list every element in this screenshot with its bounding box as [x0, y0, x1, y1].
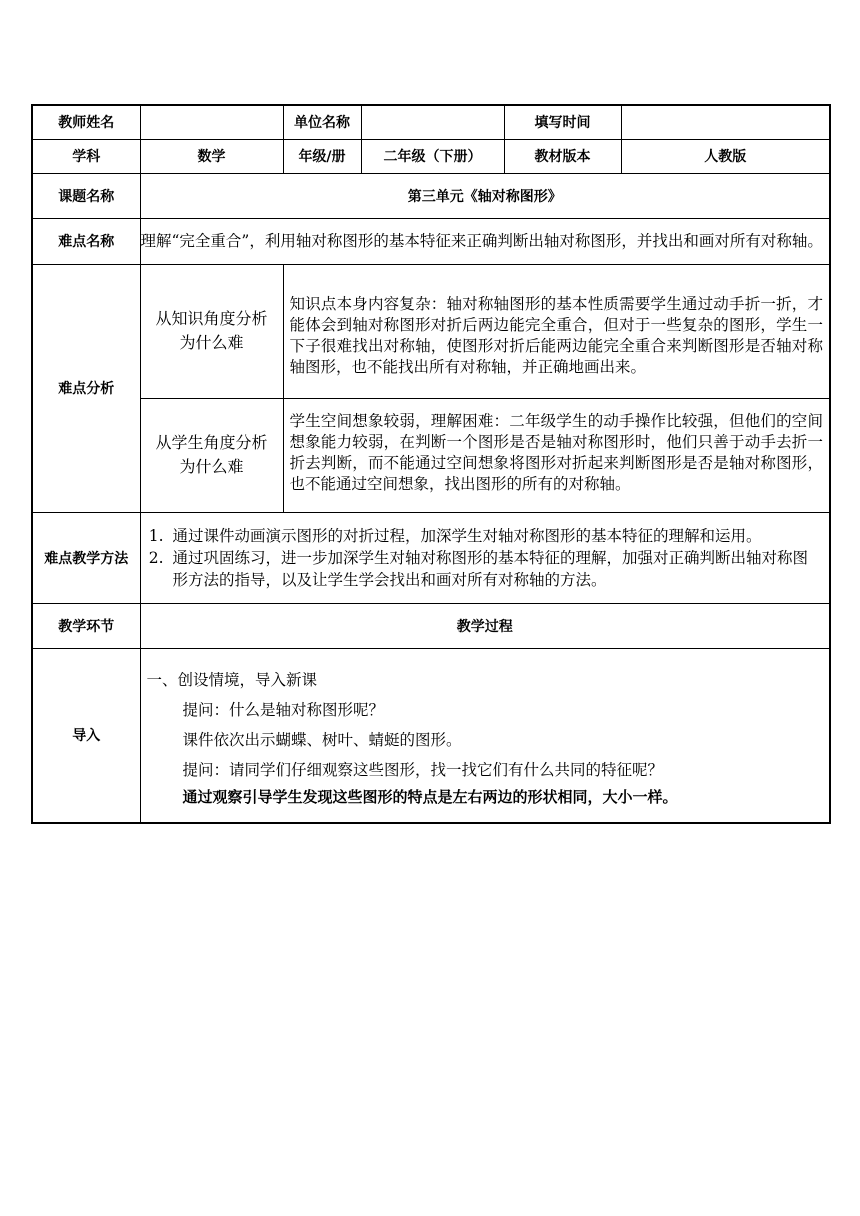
edition-value: 人教版	[621, 139, 830, 173]
topic-value: 第三单元《轴对称图形》	[140, 173, 830, 218]
student-angle-label	[140, 398, 283, 512]
analysis-label: 难点分析	[32, 264, 140, 512]
intro-row	[32, 648, 830, 823]
subject-label: 学科	[32, 139, 140, 173]
intro-guidance: 通过观察引导学生发现这些图形的特点是左右两边的形状相同，大小一样。	[182, 787, 678, 806]
analysis-student-row	[32, 398, 830, 512]
lesson-plan-page	[31, 104, 829, 824]
knowledge-angle-label-text: 从知识角度分析为什么难	[155, 309, 268, 352]
fill-date-value	[621, 105, 830, 139]
difficulty-value: 理解“完全重合”，利用轴对称图形的基本特征来正确判断出轴对称图形，并找出和画对所有对称轴。	[140, 218, 830, 264]
fill-date-label: 填写时间	[504, 105, 621, 139]
method-item-2: 2. 通过巩固练习，进一步加深学生对轴对称图形的基本特征的理解，加强对正确判断出轴对称图形方法的指导，以及让学生学会找出和画对所有对称轴的方法。	[169, 547, 824, 591]
intro-process	[141, 649, 830, 819]
method-label: 难点教学方法	[32, 512, 140, 603]
method-cell	[140, 512, 830, 603]
topic-row	[32, 173, 830, 218]
intro-question-2: 提问：请同学们仔细观察这些图形，找一找它们有什么共同的特征呢？	[182, 760, 664, 779]
subject-value: 数学	[140, 139, 283, 173]
teacher-name-label: 教师姓名	[32, 105, 140, 139]
process-column-label: 教学过程	[140, 603, 830, 648]
process-header-row	[32, 603, 830, 648]
knowledge-angle-label	[140, 264, 283, 398]
topic-label: 课题名称	[32, 173, 140, 218]
intro-courseware-line: 课件依次出示蝴蝶、树叶、蜻蜓的图形。	[182, 730, 462, 749]
header-row-2	[32, 139, 830, 173]
intro-heading: 一、创设情境，导入新课	[146, 670, 318, 689]
unit-name-label: 单位名称	[283, 105, 361, 139]
edition-label: 教材版本	[504, 139, 621, 173]
header-row-1	[32, 105, 830, 139]
stage-column-label: 教学环节	[32, 603, 140, 648]
difficulty-label: 难点名称	[32, 218, 140, 264]
intro-process-cell	[140, 648, 830, 823]
knowledge-angle-text: 知识点本身内容复杂：轴对称轴图形的基本性质需要学生通过动手折一折，才能体会到轴对称图形对折后两边能完全重合，但对于一些复杂的图形，学生一下子很难找出对称轴，使图形对折后能两边能完全重合来判断图形是否轴对称轴图形，也不能找出所有对称轴，并正确地画出来。	[283, 264, 830, 398]
unit-name-value	[361, 105, 504, 139]
student-angle-label-text: 从学生角度分析为什么难	[155, 433, 268, 476]
analysis-knowledge-row	[32, 264, 830, 398]
method-item-1: 1. 通过课件动画演示图形的对折过程，加深学生对轴对称图形的基本特征的理解和运用。	[169, 525, 824, 547]
grade-label: 年级/册	[283, 139, 361, 173]
grade-value: 二年级（下册）	[361, 139, 504, 173]
intro-stage-label: 导入	[32, 648, 140, 823]
method-list	[141, 525, 830, 591]
intro-question-1: 提问：什么是轴对称图形呢？	[182, 700, 385, 719]
teacher-name-value	[140, 105, 283, 139]
student-angle-text: 学生空间想象较弱，理解困难：二年级学生的动手操作比较强，但他们的空间想象能力较弱，在判断一个图形是否是轴对称图形时，他们只善于动手去折一折去判断，而不能通过空间想象将图形对折起来判断图形是否是轴对称图形，也不能通过空间想象，找出图形的所有的对称轴。	[283, 398, 830, 512]
lesson-plan-table	[31, 104, 831, 824]
difficulty-row	[32, 218, 830, 264]
method-row	[32, 512, 830, 603]
